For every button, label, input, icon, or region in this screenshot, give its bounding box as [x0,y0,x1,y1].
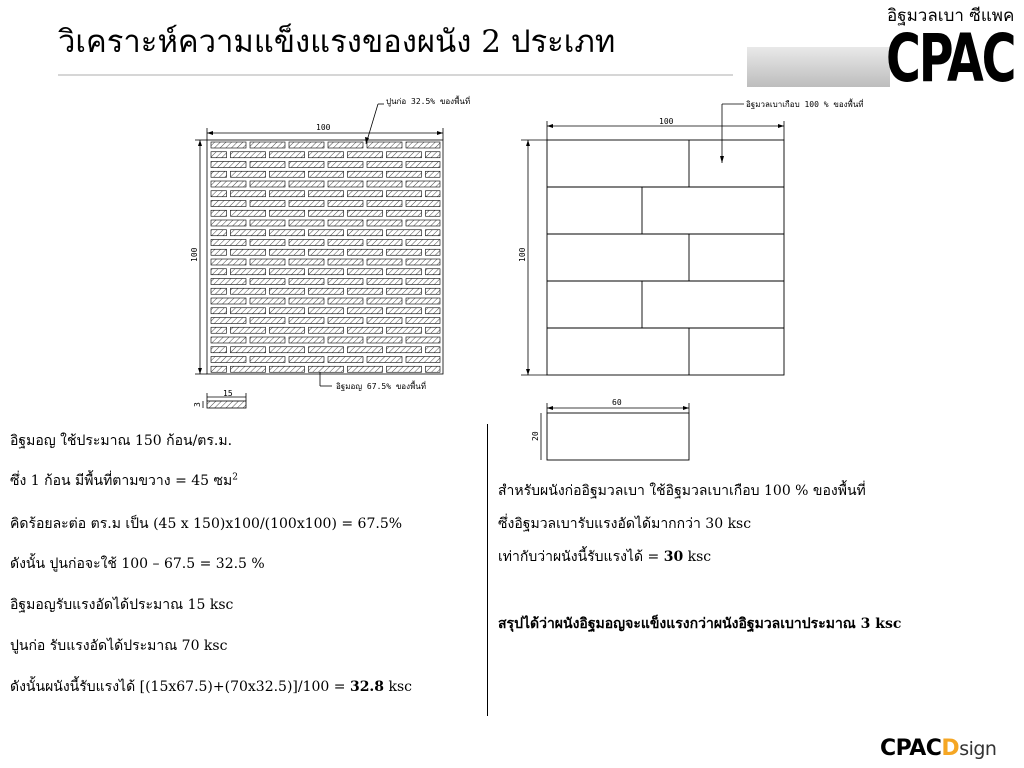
brick [309,230,344,236]
brick [328,142,363,148]
brick [348,347,383,353]
brick [270,347,305,353]
left-text-line-2 [10,470,238,492]
conclusion-text: สรุปได้ว่าผนังอิฐมอญจะแข็งแรงกว่าผนังอิฐมวลเบาประมาณ 3 ksc [498,616,902,632]
brick [406,142,440,148]
brick [270,366,305,372]
brick [426,347,441,353]
brick [348,171,383,177]
brick [406,181,440,187]
aac-wall-height-label: 100 [518,247,527,262]
brick [348,152,383,158]
brick [387,308,422,314]
brick [406,279,440,285]
brick-wall-strength-value: 32.8 [349,679,385,695]
brick [211,162,246,168]
brick-length-label: 15 [223,389,233,398]
brick [211,220,246,226]
left-text-line-2-sup: 2 [232,472,238,483]
brick [367,142,402,148]
brick [387,366,422,372]
aac-wall-width-label: 100 [659,117,674,126]
left-text-line-6: ปูนก่อ รับแรงอัดได้ประมาณ 70 ksc [10,638,228,654]
brick [289,318,324,324]
brick [250,162,285,168]
brick [289,240,324,246]
brick [328,337,363,343]
brick [289,279,324,285]
brick [289,220,324,226]
brick [270,230,305,236]
brick [270,191,305,197]
brick [328,181,363,187]
brick [367,318,402,324]
brick [328,318,363,324]
brick [348,210,383,216]
brick [250,337,285,343]
brick [367,181,402,187]
brick [348,269,383,275]
brick [387,152,422,158]
brick [211,269,227,275]
brick [348,191,383,197]
page-title: วิเคราะห์ความแข็งแรงของผนัง 2 ประเภท [58,24,616,60]
brick [406,337,440,343]
cpac-dsign-logo [880,736,996,761]
brick [231,171,266,177]
brick [348,327,383,333]
brick [231,152,266,158]
brick [309,249,344,255]
brick [211,230,227,236]
brick [231,249,266,255]
brick [289,259,324,265]
cpac-logo: CPAC [886,20,1015,97]
brick [367,279,402,285]
left-text-line-7-prefix: ดังนั้นผนังนี้รับแรงได้ [(15x67.5)+(70x32.5)]/100 = [10,679,350,695]
brick [211,347,227,353]
brick [309,347,344,353]
brick [387,230,422,236]
brick [231,230,266,236]
brick [250,298,285,304]
brick [309,171,344,177]
brick [211,366,227,372]
brick [367,220,402,226]
brick [348,288,383,294]
brick [250,357,285,363]
brick [387,171,422,177]
brick [426,230,441,236]
brick [211,249,227,255]
brick [289,181,324,187]
brick [309,191,344,197]
brick [426,210,441,216]
brick [367,240,402,246]
brick [348,366,383,372]
right-text-line-3-suffix: ksc [683,549,712,565]
brick [211,210,227,216]
brick [211,191,227,197]
brick [211,318,246,324]
brick [250,142,285,148]
brick [211,337,246,343]
brick [426,152,441,158]
brick [231,327,266,333]
brick [289,201,324,207]
brick [211,308,227,314]
brick [426,308,441,314]
brick [289,357,324,363]
brick [231,210,266,216]
brick [211,279,246,285]
brick [387,210,422,216]
aac-block-height-label: 20 [531,431,540,441]
brick-wall-width-label: 100 [316,123,331,132]
brick [309,327,344,333]
brick [328,298,363,304]
brick [211,327,227,333]
brick [426,288,441,294]
left-text-line-5: อิฐมอญรับแรงอัดได้ประมาณ 15 ksc [10,597,234,613]
brick [406,259,440,265]
brick [387,327,422,333]
brick [270,327,305,333]
brick [211,171,227,177]
single-brick [207,401,246,408]
brick [250,318,285,324]
brick [406,201,440,207]
brick [426,327,441,333]
brick [250,181,285,187]
brick [348,308,383,314]
brick [250,220,285,226]
brick [250,201,285,207]
brick [309,152,344,158]
brick [348,249,383,255]
brick [348,230,383,236]
brick [426,249,441,255]
brick [270,171,305,177]
brick [211,142,246,148]
column-divider [487,424,488,716]
brick [328,240,363,246]
left-text-line-3: คิดร้อยละต่อ ตร.ม เป็น (45 x 150)x100/(100x100) = 67.5% [10,516,403,532]
brick [367,201,402,207]
brick [211,152,227,158]
aac-wall-strength-value: 30 [663,549,684,565]
footer-logo-d: D [941,736,960,761]
brick [387,347,422,353]
brick [231,308,266,314]
brick [289,142,324,148]
brick [289,337,324,343]
brand-thai-name: อิฐมวลเบา ซีแพค [887,6,1015,26]
left-text-line-4: ดังนั้น ปูนก่อจะใช้ 100 – 67.5 = 32.5 % [10,556,265,572]
brick [426,366,441,372]
left-text-line-1: อิฐมอญ ใช้ประมาณ 150 ก้อน/ตร.ม. [10,433,233,449]
brick [309,288,344,294]
brick [328,279,363,285]
brick [211,201,246,207]
right-text-line-3-prefix: เท่ากับว่าผนังนี้รับแรงได้ = [498,549,664,565]
brick [231,366,266,372]
single-aac-block [547,413,689,460]
brick [270,308,305,314]
brick [309,269,344,275]
brick [231,269,266,275]
aac-block-note: อิฐมวลเบาเกือบ 100 % ของพื้นที่ [746,100,864,109]
left-text-line-7-suffix: ksc [384,679,413,695]
brick [231,347,266,353]
brick [406,162,440,168]
brick-height-label: 3 [193,402,202,407]
brick [328,162,363,168]
brick [367,357,402,363]
brick [231,191,266,197]
brick-wall-diagram [190,95,470,408]
brick [387,191,422,197]
brick [309,366,344,372]
brick [270,288,305,294]
brick [270,269,305,275]
left-text-line-2-main: ซึ่ง 1 ก้อน มีพื้นที่ตามขวาง = 45 ซม [10,473,233,489]
brick [387,269,422,275]
brick [231,288,266,294]
brick [367,162,402,168]
brick [426,191,441,197]
brick [250,240,285,246]
brick [406,220,440,226]
brick [406,240,440,246]
brick-note: อิฐมอญ 67.5% ของพื้นที่ [336,382,427,391]
brick [406,318,440,324]
brick [211,240,246,246]
brick [367,298,402,304]
brick [211,298,246,304]
brick [211,288,227,294]
brick [270,249,305,255]
brick [250,279,285,285]
brick [367,337,402,343]
brick [426,171,441,177]
footer-logo-main: CPAC [880,736,942,761]
brick [387,288,422,294]
brick [270,152,305,158]
right-text-line-3 [498,546,711,568]
footer-logo-sign: sign [959,738,997,760]
brick [309,210,344,216]
brick [426,269,441,275]
brick [328,201,363,207]
brick [270,210,305,216]
brick [406,298,440,304]
brick [211,181,246,187]
aac-wall-diagram [518,98,864,460]
left-text-line-7 [10,676,412,698]
brick [367,259,402,265]
brick [328,357,363,363]
brick [309,308,344,314]
mortar-note: ปูนก่อ 32.5% ของพื้นที่ [386,97,471,106]
aac-block-length-label: 60 [612,398,622,407]
brick [211,357,246,363]
brick [250,259,285,265]
brick [328,220,363,226]
brick [289,162,324,168]
brick [328,259,363,265]
brick [387,249,422,255]
brick-wall-height-label: 100 [190,247,199,262]
brick [406,357,440,363]
brick [289,298,324,304]
right-text-line-1: สำหรับผนังก่ออิฐมวลเบา ใช้อิฐมวลเบาเกือบ 100 % ของพื้นที่ [498,483,866,499]
brick [211,259,246,265]
right-text-line-2: ซึ่งอิฐมวลเบารับแรงอัดได้มากกว่า 30 ksc [498,516,752,532]
